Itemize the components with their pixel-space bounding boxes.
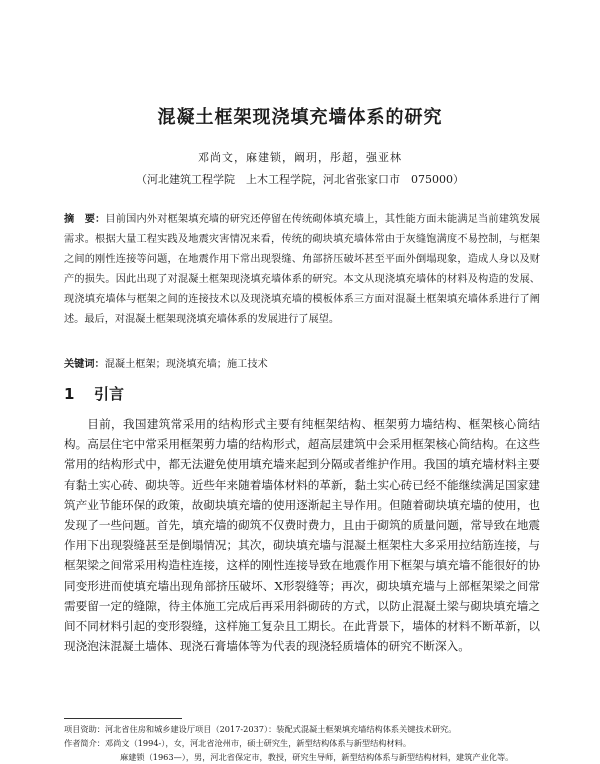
footnote-author-1: 作者简介：邓尚文（1994-），女，河北省沧州市，硕士研究生，新型结构体系与新型结构材料。 xyxy=(64,738,412,748)
abstract xyxy=(64,210,540,330)
keywords-text: 混凝土框架；现浇填充墙；施工技术 xyxy=(104,359,268,370)
section-title: 引言 xyxy=(94,385,125,403)
keywords-label: 关键词： xyxy=(64,359,105,370)
author-list: 邓尚文，麻建锁，阚玥，彤超，强亚林 xyxy=(198,151,402,164)
footnote-funding: 项目资助：河北省住房和城乡建设厅项目（2017-2037）：装配式混凝土框架填充墙结构体系关键技术研究。 xyxy=(64,724,457,734)
section-heading xyxy=(64,383,124,404)
body-paragraph: 目前，我国建筑常采用的结构形式主要有纯框架结构、框架剪力墙结构、框架核心筒结构。高层住宅中常采用框架剪力墙的结构形式，超高层建筑中会采用框架核心筒结构。在这些常用的结构形式中，都无法避免使用填充墙来起到分隔或者维护作用。我国的填充墙材料主要有黏土实心砖、砌块等。近些年来随着墙体材料的革新，黏土实心砖已经不能继续满足国家建筑产业节能环保的政策，故砌块填充墙的使用逐渐起主导作用。但随着砌块填充墙的使用，也发现了一些问题。首先，填充墙的砌筑不仅费时费力，且由于砌筑的质量问题，常导致在地震作用下出现裂缝甚至是倒塌情况；其次，砌块填充墙与混凝土框架柱大多采用拉结筋连接，与框架梁之间常采用构造柱连接，这样的刚性连接导致在地震作用下框架与填充墙不能很好的协同变形进而使填充墙出现角部挤压破坏、X形裂缝等；再次，砌块填充墙与上部框架梁之间常需要留一定的缝隙，待主体施工完成后再采用斜砌砖的方式，以防止混凝土梁与砌块填充墙之间不同材料引起的变形裂缝，这样施工复杂且工期长。在此背景下，墙体的材料不断革新，以现浇泡沫混凝土墙体、现浇石膏墙体等为代表的现浇轻质墙体的研究不断深入。 xyxy=(64,417,540,654)
paper-title: 混凝土框架现浇填充墙体系的研究 xyxy=(157,107,443,128)
footnote-author-2: 麻建锁（1963—），男，河北省保定市，教授，研究生导师，新型结构体系与新型结构材料，建筑产业化等。 xyxy=(120,752,514,762)
section-number: 1 xyxy=(64,385,75,403)
abstract-label: 摘 要： xyxy=(64,214,106,225)
keywords xyxy=(64,355,540,375)
affiliation: （河北建筑工程学院 上木工程学院，河北省张家口市 075000） xyxy=(136,173,464,186)
abstract-text: 目前国内外对框架填充墙的研究还停留在传统砌体填充墙上，其性能方面未能满足当前建筑发展需求。根据大量工程实践及地震灾害情况来看，传统的砌块填充墙体常由于灰缝饱满度不易控制，与框架之间的刚性连接等问题，在地震作用下常出现裂缝、角部挤压破坏甚至平面外倒塌现象，造成人身以及财产的损失。因此出现了对混凝土框架现浇填充墙体系的研究。本文从现浇填充墙体的材料及构造的发展、现浇填充墙体与框架之间的连接技术以及现浇填充墙的模板体系三方面对混凝土框架填充墙体系进行了阐述。最后，对混凝土框架现浇填充墙体系的发展进行了展望。 xyxy=(64,214,540,325)
footnote-divider xyxy=(64,718,182,719)
